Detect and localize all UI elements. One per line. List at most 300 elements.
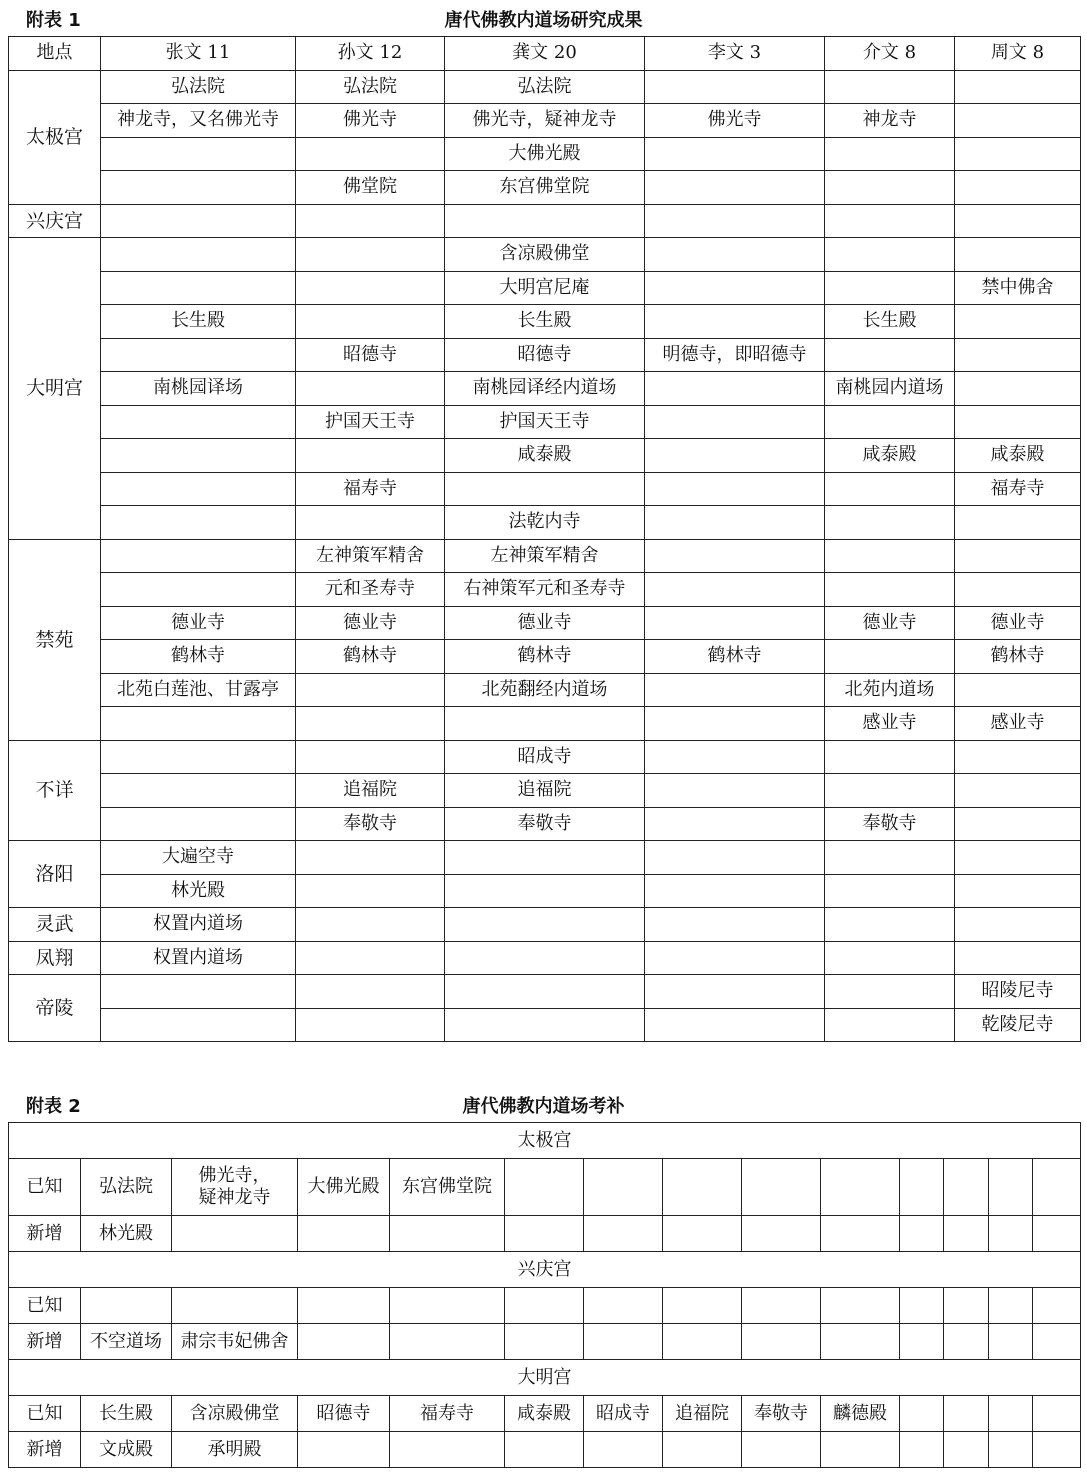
table-cell: 咸泰殿	[955, 439, 1081, 473]
table-cell	[955, 908, 1081, 942]
location-cell: 凤翔	[9, 941, 101, 975]
table-cell: 鹤林寺	[955, 640, 1081, 674]
table-cell: 德业寺	[296, 606, 445, 640]
table-cell	[296, 941, 445, 975]
table-cell	[900, 1288, 944, 1324]
table-cell: 感业寺	[825, 707, 955, 741]
row-label: 已知	[9, 1396, 81, 1432]
table-cell	[955, 372, 1081, 406]
table-cell: 咸泰殿	[505, 1396, 584, 1432]
table-cell: 含凉殿佛堂	[445, 238, 645, 272]
location-cell: 太极宫	[9, 70, 101, 204]
table-cell: 弘法院	[101, 70, 296, 104]
table-cell	[955, 305, 1081, 339]
table-cell: 明德寺，即昭德寺	[645, 338, 825, 372]
table-cell	[645, 137, 825, 171]
table-cell: 鹤林寺	[445, 640, 645, 674]
table-cell: 法乾内寺	[445, 506, 645, 540]
table-cell	[296, 874, 445, 908]
table-cell: 鹤林寺	[296, 640, 445, 674]
table-cell	[645, 171, 825, 205]
table-row	[9, 271, 1081, 305]
table-cell	[825, 472, 955, 506]
table-cell: 昭成寺	[584, 1396, 663, 1432]
table-cell	[825, 338, 955, 372]
table-cell: 大遍空寺	[101, 841, 296, 875]
table-cell	[296, 740, 445, 774]
header-row	[9, 37, 1081, 71]
table-cell: 昭成寺	[445, 740, 645, 774]
table-cell: 南桃园内道场	[825, 372, 955, 406]
table-row	[9, 70, 1081, 104]
table-row	[9, 640, 1081, 674]
table-cell	[955, 204, 1081, 238]
table-cell	[825, 506, 955, 540]
table-cell	[663, 1159, 742, 1216]
table-cell	[101, 338, 296, 372]
table-cell	[296, 707, 445, 741]
table-row	[9, 1008, 1081, 1042]
table-cell	[296, 372, 445, 406]
table-cell: 北苑白莲池、甘露亭	[101, 673, 296, 707]
table-row	[9, 1216, 1081, 1252]
table-cell: 追福院	[445, 774, 645, 808]
table-cell	[955, 338, 1081, 372]
table-cell: 鹤林寺	[645, 640, 825, 674]
table-cell: 奉敬寺	[742, 1396, 821, 1432]
location-cell: 大明宫	[9, 238, 101, 540]
table-cell	[645, 941, 825, 975]
table-cell	[101, 1008, 296, 1042]
table-row	[9, 740, 1081, 774]
table-cell	[645, 1008, 825, 1042]
table-cell	[101, 439, 296, 473]
table-cell: 乾陵尼寺	[955, 1008, 1081, 1042]
table-cell	[944, 1432, 989, 1468]
table-cell: 佛光寺	[296, 104, 445, 138]
table-row	[9, 539, 1081, 573]
column-header: 地点	[9, 37, 101, 71]
table-cell	[825, 1008, 955, 1042]
table-cell	[445, 1008, 645, 1042]
table-cell	[101, 271, 296, 305]
table-cell	[645, 573, 825, 607]
table-cell: 左神策军精舍	[445, 539, 645, 573]
table-cell	[296, 238, 445, 272]
table-cell	[989, 1432, 1033, 1468]
table-cell	[101, 740, 296, 774]
table-cell	[944, 1288, 989, 1324]
table-cell	[101, 506, 296, 540]
table-cell: 昭德寺	[296, 338, 445, 372]
location-cell: 灵武	[9, 908, 101, 942]
table-row	[9, 171, 1081, 205]
empty-cell	[1033, 1288, 1081, 1324]
table-cell	[101, 774, 296, 808]
location-cell: 帝陵	[9, 975, 101, 1042]
table-cell	[955, 841, 1081, 875]
table-cell: 福寿寺	[390, 1396, 505, 1432]
table-cell	[445, 472, 645, 506]
table-cell	[825, 539, 955, 573]
row-label: 新增	[9, 1324, 81, 1360]
table-cell: 北苑翻经内道场	[445, 673, 645, 707]
table-cell	[825, 841, 955, 875]
table-cell	[821, 1432, 900, 1468]
table-cell	[955, 506, 1081, 540]
section-title: 兴庆宫	[9, 1252, 1081, 1288]
table-cell	[825, 941, 955, 975]
table-cell	[445, 908, 645, 942]
table2-caption	[0, 1088, 1087, 1118]
empty-cell	[1033, 1432, 1081, 1468]
table-cell	[825, 908, 955, 942]
table-cell	[390, 1216, 505, 1252]
table-row	[9, 506, 1081, 540]
table-cell: 昭德寺	[445, 338, 645, 372]
table-cell	[989, 1288, 1033, 1324]
table-row	[9, 606, 1081, 640]
table-cell	[101, 171, 296, 205]
table-cell	[101, 238, 296, 272]
table-cell	[645, 740, 825, 774]
table-cell	[645, 204, 825, 238]
table-cell	[955, 104, 1081, 138]
table-cell: 大佛光殿	[298, 1159, 390, 1216]
table-cell	[742, 1432, 821, 1468]
table-cell: 权置内道场	[101, 941, 296, 975]
table-cell: 福寿寺	[955, 472, 1081, 506]
table-cell: 弘法院	[81, 1159, 172, 1216]
table-cell	[81, 1288, 172, 1324]
table-cell	[825, 137, 955, 171]
table-row	[9, 1324, 1081, 1360]
research-results-table	[8, 36, 1081, 1042]
table-cell	[825, 70, 955, 104]
table-cell	[101, 975, 296, 1009]
table-row	[9, 807, 1081, 841]
column-header: 李文 3	[645, 37, 825, 71]
table-cell	[955, 774, 1081, 808]
table-row	[9, 774, 1081, 808]
table-cell: 咸泰殿	[445, 439, 645, 473]
table-cell	[296, 271, 445, 305]
table-cell	[645, 305, 825, 339]
table-cell: 追福院	[663, 1396, 742, 1432]
table-cell	[101, 405, 296, 439]
table1-title: 唐代佛教内道场研究成果	[444, 10, 643, 31]
table-cell: 奉敬寺	[296, 807, 445, 841]
table1-label: 附表 1	[26, 10, 81, 31]
table-cell: 德业寺	[825, 606, 955, 640]
row-label: 新增	[9, 1216, 81, 1252]
location-cell: 洛阳	[9, 841, 101, 908]
table-cell: 福寿寺	[296, 472, 445, 506]
table-cell	[645, 506, 825, 540]
table-cell	[645, 472, 825, 506]
table-row	[9, 673, 1081, 707]
table-cell	[584, 1324, 663, 1360]
table-cell: 长生殿	[101, 305, 296, 339]
table-cell: 东宫佛堂院	[390, 1159, 505, 1216]
table-cell: 左神策军精舍	[296, 539, 445, 573]
table-cell	[445, 841, 645, 875]
table-cell: 佛光寺	[645, 104, 825, 138]
section-title: 大明宫	[9, 1360, 1081, 1396]
empty-cell	[1033, 1396, 1081, 1432]
table-cell	[663, 1288, 742, 1324]
table-cell	[645, 405, 825, 439]
table-cell	[955, 740, 1081, 774]
table-cell	[645, 707, 825, 741]
table-row	[9, 338, 1081, 372]
table-cell	[663, 1432, 742, 1468]
table-cell	[900, 1432, 944, 1468]
row-label: 已知	[9, 1159, 81, 1216]
table-cell	[296, 506, 445, 540]
table-cell	[298, 1288, 390, 1324]
table1-caption	[0, 2, 1087, 32]
table2-title: 唐代佛教内道场考补	[462, 1096, 625, 1117]
table-row	[9, 204, 1081, 238]
table-cell	[989, 1396, 1033, 1432]
table-cell	[645, 975, 825, 1009]
table-cell: 含凉殿佛堂	[172, 1396, 298, 1432]
table-row	[9, 1159, 1081, 1216]
column-header: 孙文 12	[296, 37, 445, 71]
table-cell	[825, 975, 955, 1009]
table-cell	[645, 271, 825, 305]
table-cell	[955, 137, 1081, 171]
table-cell	[584, 1288, 663, 1324]
table-cell	[645, 841, 825, 875]
table-cell	[101, 539, 296, 573]
table-cell: 东宫佛堂院	[445, 171, 645, 205]
table-cell: 奉敬寺	[825, 807, 955, 841]
row-label: 已知	[9, 1288, 81, 1324]
location-cell: 禁苑	[9, 539, 101, 740]
table-cell	[955, 573, 1081, 607]
table-row	[9, 874, 1081, 908]
section-row	[9, 1123, 1081, 1159]
table-cell	[296, 137, 445, 171]
table-cell	[101, 807, 296, 841]
table-cell	[825, 874, 955, 908]
table-cell	[101, 573, 296, 607]
table-cell	[298, 1432, 390, 1468]
table-cell: 咸泰殿	[825, 439, 955, 473]
table-cell	[645, 70, 825, 104]
table-cell: 德业寺	[101, 606, 296, 640]
row-label: 新增	[9, 1432, 81, 1468]
table-cell: 佛光寺，疑神龙寺	[445, 104, 645, 138]
table-cell	[955, 941, 1081, 975]
table-row	[9, 573, 1081, 607]
table-row	[9, 439, 1081, 473]
table-cell	[825, 573, 955, 607]
empty-cell	[1033, 1324, 1081, 1360]
table-cell	[445, 204, 645, 238]
table-row	[9, 841, 1081, 875]
empty-cell	[1033, 1159, 1081, 1216]
table-cell: 护国天王寺	[445, 405, 645, 439]
table-cell	[445, 874, 645, 908]
section-row	[9, 1252, 1081, 1288]
table-cell	[298, 1216, 390, 1252]
table-cell	[296, 439, 445, 473]
table-cell	[825, 271, 955, 305]
table-cell	[101, 707, 296, 741]
table-cell	[296, 204, 445, 238]
table-cell	[742, 1159, 821, 1216]
table-cell	[296, 975, 445, 1009]
table-cell: 北苑内道场	[825, 673, 955, 707]
table-cell	[296, 673, 445, 707]
table-cell: 佛堂院	[296, 171, 445, 205]
table-cell	[944, 1216, 989, 1252]
table-cell	[101, 137, 296, 171]
table-cell	[505, 1159, 584, 1216]
table-row	[9, 104, 1081, 138]
table-cell	[742, 1324, 821, 1360]
table-cell: 禁中佛舍	[955, 271, 1081, 305]
table-cell	[825, 740, 955, 774]
table-cell	[663, 1324, 742, 1360]
table-cell: 肃宗韦妃佛舍	[172, 1324, 298, 1360]
table-cell	[296, 1008, 445, 1042]
supplement-table	[8, 1122, 1081, 1468]
table-row	[9, 1432, 1081, 1468]
table-cell: 长生殿	[81, 1396, 172, 1432]
table-cell	[944, 1396, 989, 1432]
table-cell: 林光殿	[81, 1216, 172, 1252]
table-cell	[101, 472, 296, 506]
table-cell	[955, 807, 1081, 841]
table-cell	[390, 1432, 505, 1468]
table-cell: 长生殿	[825, 305, 955, 339]
table-cell	[584, 1216, 663, 1252]
table-cell	[900, 1324, 944, 1360]
table-cell	[645, 238, 825, 272]
table-cell	[505, 1324, 584, 1360]
table-cell	[900, 1396, 944, 1432]
table-cell	[955, 405, 1081, 439]
table-cell	[663, 1216, 742, 1252]
table-cell: 权置内道场	[101, 908, 296, 942]
table-cell	[825, 204, 955, 238]
table2-label: 附表 2	[26, 1096, 81, 1117]
table-cell	[955, 70, 1081, 104]
table-cell: 文成殿	[81, 1432, 172, 1468]
table-cell	[821, 1288, 900, 1324]
table-cell	[445, 975, 645, 1009]
table-cell	[505, 1288, 584, 1324]
table-cell: 承明殿	[172, 1432, 298, 1468]
table-cell	[445, 707, 645, 741]
table-cell: 林光殿	[101, 874, 296, 908]
table-row	[9, 405, 1081, 439]
table-cell: 麟德殿	[821, 1396, 900, 1432]
table-cell: 右神策军元和圣寿寺	[445, 573, 645, 607]
table-cell	[825, 238, 955, 272]
table-cell	[505, 1216, 584, 1252]
table-row	[9, 1288, 1081, 1324]
table-cell	[172, 1288, 298, 1324]
table-cell	[390, 1288, 505, 1324]
table-cell	[955, 673, 1081, 707]
table-cell	[742, 1288, 821, 1324]
table-cell	[955, 539, 1081, 573]
table-cell	[944, 1324, 989, 1360]
table-cell: 南桃园译经内道场	[445, 372, 645, 406]
table-row	[9, 372, 1081, 406]
column-header: 龚文 20	[445, 37, 645, 71]
table-row	[9, 975, 1081, 1009]
table-cell: 德业寺	[955, 606, 1081, 640]
table-cell: 昭陵尼寺	[955, 975, 1081, 1009]
section-row	[9, 1360, 1081, 1396]
table-cell	[505, 1432, 584, 1468]
table-cell	[645, 807, 825, 841]
location-cell: 兴庆宫	[9, 204, 101, 238]
table-cell	[645, 372, 825, 406]
table-cell	[390, 1324, 505, 1360]
section-title: 太极宫	[9, 1123, 1081, 1159]
table-cell	[900, 1159, 944, 1216]
table-row	[9, 137, 1081, 171]
table-cell	[825, 405, 955, 439]
table-row	[9, 305, 1081, 339]
table-row	[9, 238, 1081, 272]
table-row	[9, 472, 1081, 506]
table-cell	[172, 1216, 298, 1252]
table-cell	[989, 1324, 1033, 1360]
table-cell	[900, 1216, 944, 1252]
table-cell	[296, 841, 445, 875]
table-cell: 德业寺	[445, 606, 645, 640]
table-cell	[825, 774, 955, 808]
table-cell: 追福院	[296, 774, 445, 808]
table-cell	[645, 439, 825, 473]
column-header: 周文 8	[955, 37, 1081, 71]
table-cell: 奉敬寺	[445, 807, 645, 841]
table-cell	[584, 1159, 663, 1216]
table-row	[9, 707, 1081, 741]
table-cell	[645, 539, 825, 573]
table-cell	[584, 1432, 663, 1468]
column-header: 张文 11	[101, 37, 296, 71]
table-cell	[821, 1216, 900, 1252]
table-cell: 感业寺	[955, 707, 1081, 741]
empty-cell	[1033, 1216, 1081, 1252]
table-cell	[944, 1159, 989, 1216]
table-cell: 神龙寺	[825, 104, 955, 138]
table-cell: 大佛光殿	[445, 137, 645, 171]
table-cell	[101, 204, 296, 238]
table-cell: 鹤林寺	[101, 640, 296, 674]
table-cell	[821, 1159, 900, 1216]
table-cell	[645, 874, 825, 908]
table-cell: 佛光寺， 疑神龙寺	[172, 1159, 298, 1216]
table-row	[9, 941, 1081, 975]
table-cell	[296, 305, 445, 339]
table-cell	[298, 1324, 390, 1360]
location-cell: 不详	[9, 740, 101, 841]
table-cell: 南桃园译场	[101, 372, 296, 406]
table-cell: 弘法院	[445, 70, 645, 104]
table-cell: 大明宫尼庵	[445, 271, 645, 305]
table-cell	[645, 606, 825, 640]
